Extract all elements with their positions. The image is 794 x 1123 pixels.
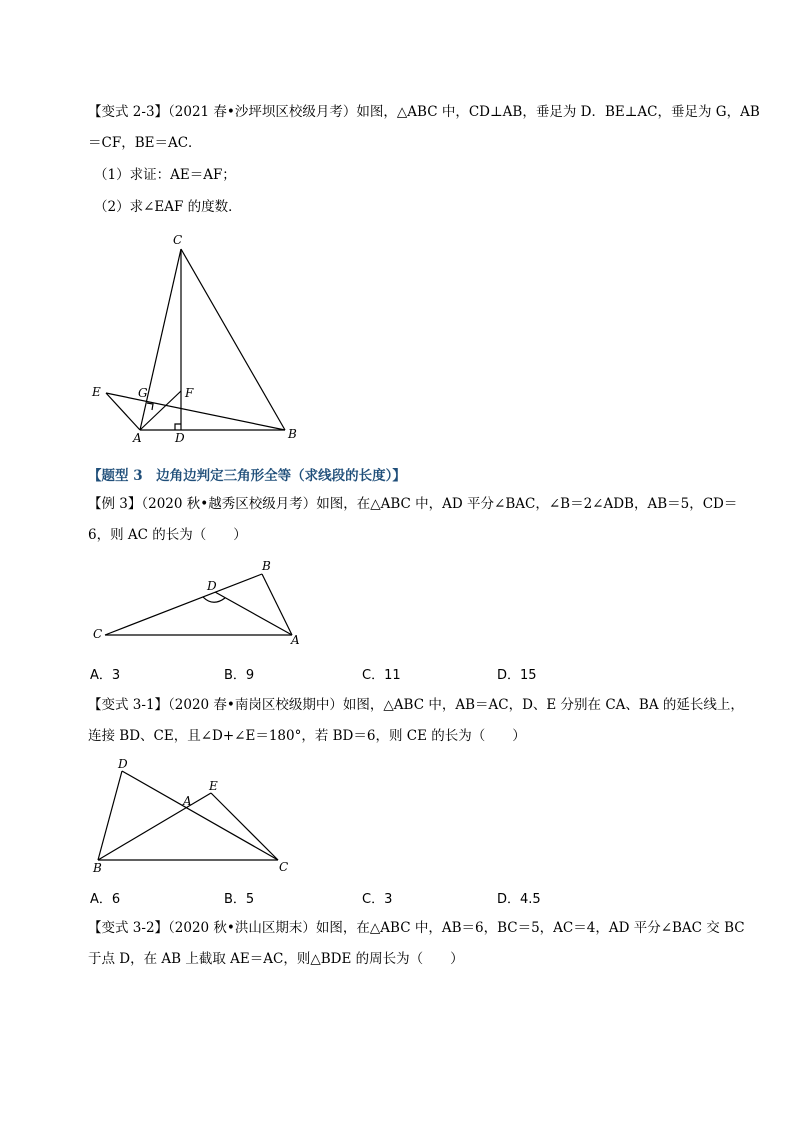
label-e: E bbox=[92, 385, 101, 399]
problem-2-3-part2: （2）求∠EAF 的度数． bbox=[94, 199, 242, 215]
label-d: D bbox=[207, 579, 217, 593]
example-3-choice-c: C．11 bbox=[362, 668, 401, 683]
label-d: D bbox=[118, 757, 128, 771]
label-d: D bbox=[175, 431, 185, 445]
problem-3-1-line2: 连接 BD、CE，且∠D+∠E＝180°，若 BD＝6，则 CE 的长为（ ） bbox=[88, 728, 526, 744]
problem-3-2-line1: 【变式 3-2】（2020 秋•洪山区期末）如图，在△ABC 中，AB＝6，BC＝5，AC＝4，AD 平分∠BAC 交 BC bbox=[88, 920, 745, 936]
example-3-choice-b: B．9 bbox=[224, 668, 255, 683]
problem-2-3-line1: 【变式 2-3】（2021 春•沙坪坝区校级月考）如图，△ABC 中，CD⊥AB，垂足为 D．BE⊥AC，垂足为 G，AB bbox=[88, 104, 760, 120]
example-3-line2: 6，则 AC 的长为（ ） bbox=[88, 527, 247, 543]
problem-3-1-choice-b: B．5 bbox=[224, 892, 255, 907]
section-3-heading: 【题型 3 边角边判定三角形全等（求线段的长度）】 bbox=[88, 468, 406, 484]
segment-be bbox=[98, 793, 211, 860]
segment-dc bbox=[122, 771, 278, 860]
label-b: B bbox=[262, 559, 271, 573]
label-g: G bbox=[138, 386, 148, 400]
problem-2-3-part1: （1）求证：AE＝AF； bbox=[94, 167, 236, 183]
label-a: A bbox=[183, 794, 192, 808]
problem-3-2-line2: 于点 D，在 AB 上截取 AE＝AC，则△BDE 的周长为（ ） bbox=[88, 951, 464, 967]
example-3-line1: 【例 3】（2020 秋•越秀区校级月考）如图，在△ABC 中，AD 平分∠BAC，∠B＝2∠ADB，AB＝5，CD＝ bbox=[88, 496, 738, 512]
label-a: A bbox=[291, 633, 300, 647]
problem-3-1-line1: 【变式 3-1】（2020 春•南岗区校级期中）如图，△ABC 中，AB＝AC，D、E 分别在 CA、BA 的延长线上， bbox=[88, 697, 744, 713]
label-f: F bbox=[185, 386, 194, 400]
label-c: C bbox=[93, 627, 103, 641]
problem-3-1-choice-d: D．4.5 bbox=[497, 892, 541, 907]
segment-ec bbox=[211, 793, 278, 860]
example-3-choice-a: A．3 bbox=[90, 668, 121, 683]
problem-3-1-choice-c: C．3 bbox=[362, 892, 393, 907]
segment-db bbox=[98, 771, 122, 860]
label-a: A bbox=[133, 431, 142, 445]
problem-2-3-line2: ＝CF，BE＝AC． bbox=[88, 135, 202, 151]
label-b: B bbox=[288, 427, 297, 441]
problem-3-1-choice-a: A．6 bbox=[90, 892, 121, 907]
label-e: E bbox=[209, 779, 218, 793]
label-b: B bbox=[93, 861, 102, 875]
example-3-choice-d: D．15 bbox=[497, 668, 537, 683]
label-c: C bbox=[279, 860, 289, 874]
label-c: C bbox=[173, 233, 183, 247]
